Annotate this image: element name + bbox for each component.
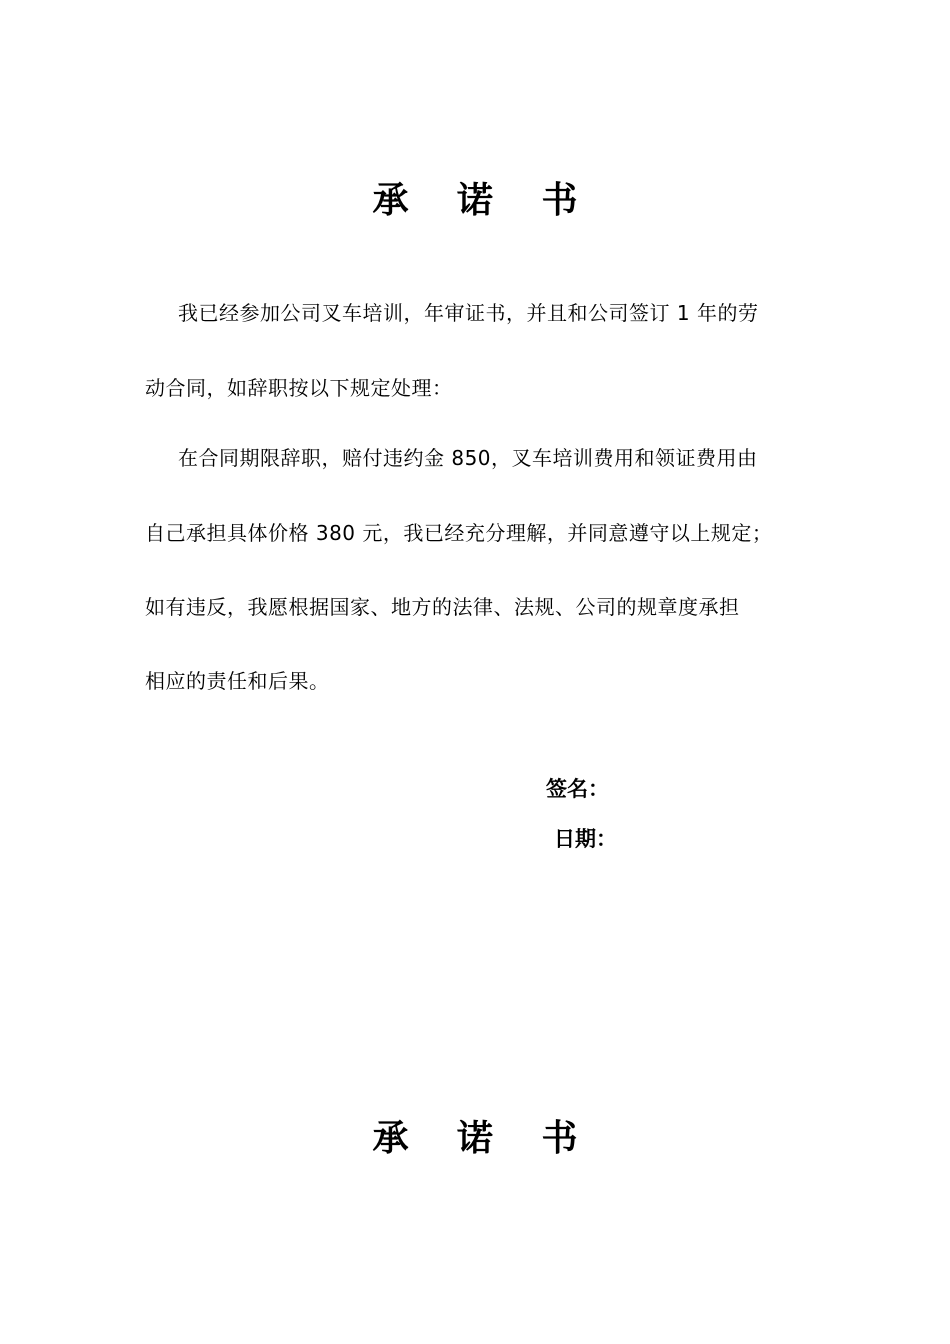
paragraph-line-3: 在合同期限辞职，赔付违约金 850，叉车培训费用和领证费用由 bbox=[178, 446, 758, 470]
signature-label: 签名： bbox=[546, 777, 609, 801]
paragraph-line-1: 我已经参加公司叉车培训，年审证书，并且和公司签订 1 年的劳 bbox=[178, 301, 759, 325]
second-document-title: 承 诺 书 bbox=[372, 1117, 596, 1159]
paragraph-line-4: 自己承担具体价格 380 元，我已经充分理解，并同意遵守以上规定； bbox=[145, 521, 773, 545]
paragraph-line-2: 动合同，如辞职按以下规定处理： bbox=[145, 376, 453, 400]
document-title: 承 诺 书 bbox=[372, 179, 596, 221]
paragraph-line-5: 如有违反，我愿根据国家、地方的法律、法规、公司的规章度承担 bbox=[145, 595, 740, 619]
date-label: 日期： bbox=[554, 827, 617, 851]
paragraph-line-6: 相应的责任和后果。 bbox=[145, 669, 330, 693]
